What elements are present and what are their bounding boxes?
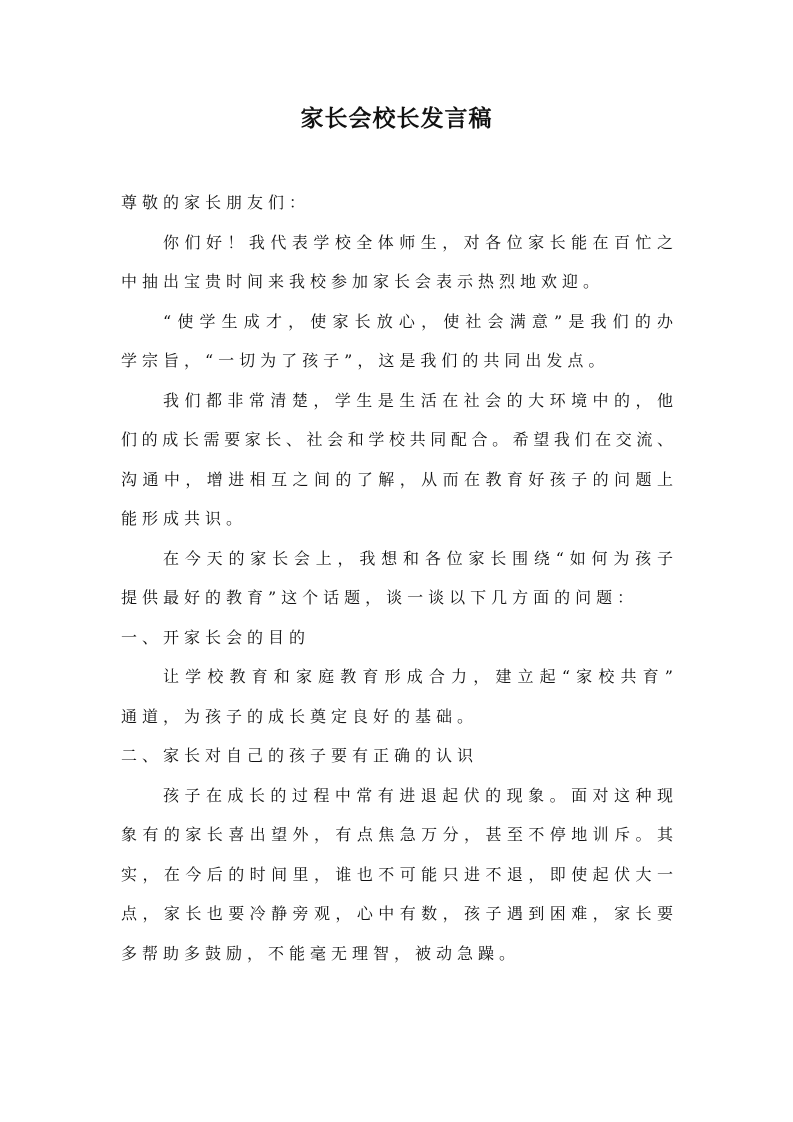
text-line: 能形成共识。 [121,509,248,528]
text-line: 象有的家长喜出望外，有点焦急万分，甚至不停地训斥。其 [121,825,673,844]
text-line: 在今天的家长会上，我想和各位家长围绕“如何为孩子 [163,548,673,568]
text-line: 们的成长需要家长、社会和学校共同配合。希望我们在交流、 [121,430,673,449]
text-line: 中抽出宝贵时间来我校参加家长会表示热烈地欢迎。 [121,272,605,291]
text-line: 你们好！我代表学校全体师生，对各位家长能在百忙之 [163,232,673,252]
text-line: 学宗旨，“一切为了孩子”，这是我们的共同出发点。 [121,351,610,370]
text-line: 点，家长也要冷静旁观，心中有数，孩子遇到困难，家长要 [121,904,673,923]
text-line: “使学生成才，使家长放心，使社会满意”是我们的办 [163,311,673,331]
text-line: 二、家长对自己的孩子要有正确的认识 [121,746,479,765]
text-line: 提供最好的教育”这个话题，谈一谈以下几方面的问题： [121,588,639,607]
text-line: 孩子在成长的过程中常有进退起伏的现象。面对这种现 [163,785,673,805]
document-body [121,188,673,978]
text-line: 通道，为孩子的成长奠定良好的基础。 [121,706,479,726]
text-line: 一、开家长会的目的 [121,627,311,647]
text-line: 沟通中，增进相互之间的了解，从而在教育好孩子的问题上 [121,469,673,489]
text-line: 我们都非常清楚，学生是生活在社会的大环境中的，他 [163,390,673,410]
document-title: 家长会校长发言稿 [300,105,493,132]
text-line: 实，在今后的时间里，谁也不可能只进不退，即使起伏大一 [121,864,673,884]
text-line: 尊敬的家长朋友们： [121,193,311,212]
text-line: 让学校教育和家庭教育形成合力，建立起“家校共育” [163,667,673,686]
text-line: 多帮助多鼓励，不能毫无理智，被动急躁。 [121,943,521,963]
